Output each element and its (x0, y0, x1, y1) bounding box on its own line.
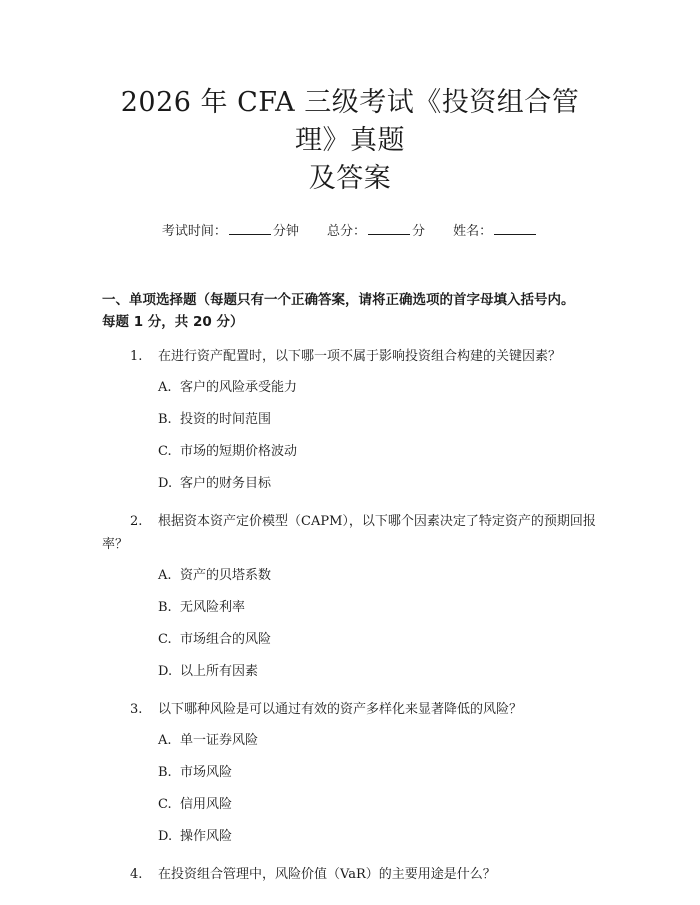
question-list (102, 345, 598, 886)
option-letter: D. (158, 664, 173, 679)
option-letter: B. (158, 765, 172, 780)
option-letter: C. (158, 797, 172, 812)
total-score-blank (368, 222, 410, 235)
exam-time-blank (229, 222, 271, 235)
option-letter: D. (158, 476, 173, 491)
total-score-label: 总分： (326, 224, 366, 239)
total-score (327, 222, 425, 241)
option-letter: A. (158, 380, 172, 395)
option-text: 资产的贝塔系数 (180, 568, 272, 583)
option-text: 以上所有因素 (180, 664, 259, 679)
option-text: 市场组合的风险 (180, 632, 272, 647)
title-line-1: 2026 年 CFA 三级考试《投资组合管理》真题 (120, 87, 580, 156)
answer-option (102, 596, 598, 628)
answer-option (102, 660, 598, 692)
question-item (102, 510, 598, 692)
question-stem (102, 510, 598, 556)
exam-time (162, 222, 299, 241)
option-list (102, 729, 598, 857)
total-score-unit: 分 (412, 224, 426, 239)
answer-option (102, 376, 598, 408)
answer-option (102, 408, 598, 440)
question-text: 在进行资产配置时，以下哪一项不属于影响投资组合构建的关键因素？ (158, 349, 562, 364)
option-text: 市场风险 (180, 765, 233, 780)
option-text: 客户的风险承受能力 (180, 380, 298, 395)
answer-option (102, 564, 598, 596)
student-name-blank (494, 222, 536, 235)
option-letter: C. (158, 444, 172, 459)
option-letter: C. (158, 632, 172, 647)
answer-option (102, 825, 598, 857)
option-text: 单一证券风险 (180, 733, 259, 748)
answer-option (102, 761, 598, 793)
question-text: 根据资本资产定价模型（CAPM），以下哪个因素决定了特定资产的预期回报率？ (102, 514, 596, 552)
answer-option (102, 440, 598, 472)
option-letter: A. (158, 733, 172, 748)
option-text: 信用风险 (180, 797, 233, 812)
question-item (102, 345, 598, 504)
section-heading-line-2: 每题 1 分，共 20 分） (102, 314, 244, 330)
document-title (102, 0, 598, 198)
option-text: 操作风险 (180, 829, 233, 844)
student-name-label: 姓名： (453, 224, 493, 239)
student-name (453, 222, 538, 241)
question-text: 在投资组合管理中，风险价值（VaR）的主要用途是什么？ (158, 867, 496, 882)
option-letter: A. (158, 568, 172, 583)
question-text: 以下哪种风险是可以通过有效的资产多样化来显著降低的风险？ (158, 702, 523, 717)
title-line-2: 及答案 (308, 163, 392, 194)
exam-meta (102, 222, 598, 241)
answer-option (102, 729, 598, 761)
option-list (102, 376, 598, 504)
question-item (102, 863, 598, 886)
exam-time-unit: 分钟 (272, 224, 299, 239)
option-text: 市场的短期价格波动 (180, 444, 298, 459)
answer-option (102, 628, 598, 660)
question-number: 4. (130, 867, 143, 882)
answer-option (102, 472, 598, 504)
section-heading (102, 289, 598, 333)
option-text: 投资的时间范围 (180, 412, 272, 427)
option-letter: D. (158, 829, 173, 844)
question-stem (102, 345, 598, 368)
question-number: 1. (130, 349, 143, 364)
answer-option (102, 793, 598, 825)
question-stem (102, 863, 598, 886)
option-list (102, 564, 598, 692)
option-letter: B. (158, 412, 172, 427)
question-stem (102, 698, 598, 721)
question-number: 2. (130, 514, 143, 529)
option-letter: B. (158, 600, 172, 615)
option-text: 无风险利率 (180, 600, 246, 615)
question-item (102, 698, 598, 857)
section-heading-line-1: 一、单项选择题（每题只有一个正确答案，请将正确选项的首字母填入括号内。 (102, 292, 575, 308)
question-number: 3. (130, 702, 143, 717)
option-text: 客户的财务目标 (180, 476, 272, 491)
exam-time-label: 考试时间： (161, 224, 227, 239)
